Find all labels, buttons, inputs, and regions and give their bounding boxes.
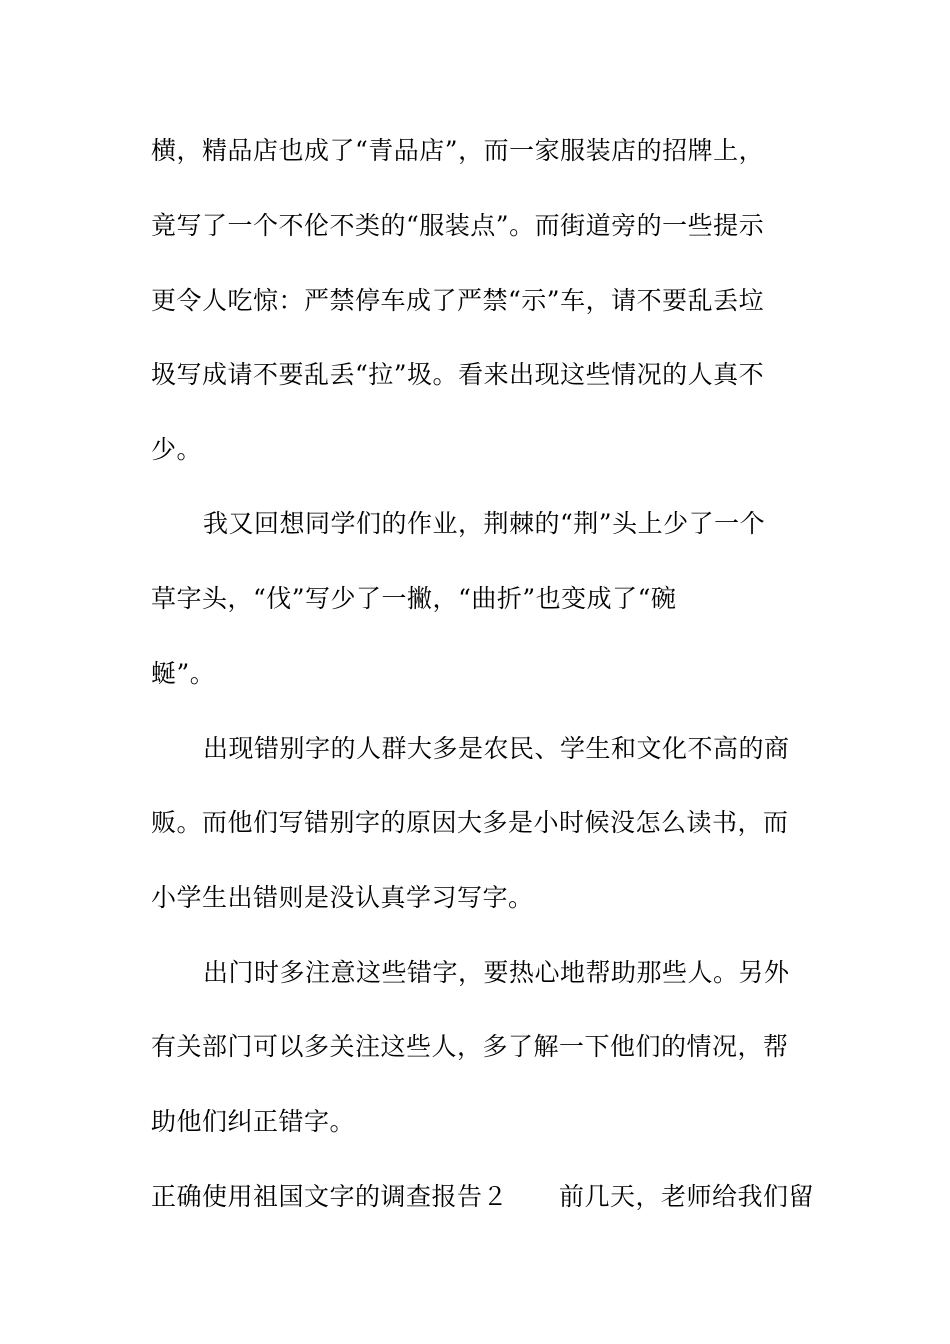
text-line: 圾写成请不要乱丢“拉”圾。看来出现这些情况的人真不	[151, 360, 765, 389]
text-line: 贩。而他们写错别字的原因大多是小时候没怎么读书，而	[151, 808, 789, 837]
text-line: 有关部门可以多关注这些人，多了解一下他们的情况，帮	[151, 1032, 789, 1061]
text-line: 少。	[151, 435, 203, 464]
paragraph-start-line: 我又回想同学们的作业，荆棘的“荆”头上少了一个	[203, 509, 766, 538]
text-line: 小学生出错则是没认真学习写字。	[151, 883, 534, 912]
paragraph-start-line: 出门时多注意这些错字，要热心地帮助那些人。另外	[203, 958, 790, 987]
text-line: 草字头，“伐”写少了一撇，“曲折”也变成了“碗	[151, 584, 677, 613]
text-line: 更令人吃惊：严禁停车成了严禁“示”车，请不要乱丢垃	[151, 286, 765, 315]
text-line: 竟写了一个不伦不类的“服装点”。而街道旁的一些提示	[151, 211, 765, 240]
text-line: 蜒”。	[151, 659, 216, 688]
text-line: 助他们纠正错字。	[151, 1107, 356, 1136]
report-title-line: 正确使用祖国文字的调查报告２ 前几天，老师给我们留	[151, 1182, 815, 1211]
text-line: 横，精品店也成了“青品店”，而一家服装店的招牌上，	[151, 136, 765, 165]
paragraph-start-line: 出现错别字的人群大多是农民、学生和文化不高的商	[203, 734, 790, 763]
